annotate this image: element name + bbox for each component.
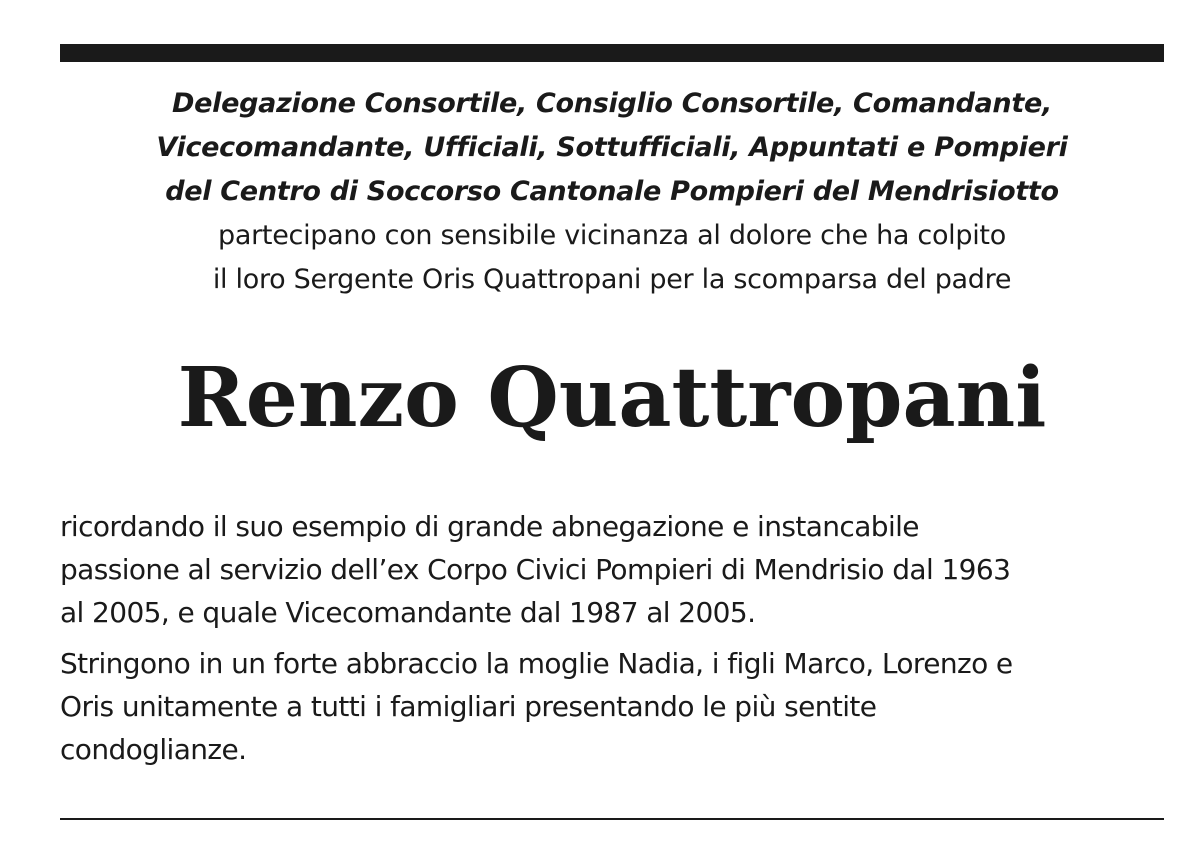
deceased-name: Renzo Quattropani: [177, 350, 1047, 446]
family-condolences-paragraph: [60, 642, 1164, 771]
organization-line: del Centro di Soccorso Cantonale Pompieri del Mendrisiotto: [165, 176, 1059, 207]
organization-line: Vicecomandante, Ufficiali, Sottufficiali, Appuntati e Pompieri: [156, 132, 1068, 163]
bottom-divider: [60, 818, 1164, 820]
body-line: passione al servizio dell’ex Corpo Civici Pompieri di Mendrisio dal 1963: [60, 553, 1011, 586]
notice-header: [60, 82, 1164, 302]
notice-body: [60, 505, 1164, 779]
condolence-message-line: il loro Sergente Oris Quattropani per la scomparsa del padre: [212, 264, 1012, 295]
body-line: ricordando il suo esempio di grande abnegazione e instancabile: [60, 510, 919, 543]
body-line: al 2005, e quale Vicecomandante dal 1987 al 2005.: [60, 596, 756, 629]
body-line: condoglianze.: [60, 733, 247, 766]
remembrance-paragraph: [60, 505, 1164, 634]
condolence-message-line: partecipano con sensibile vicinanza al dolore che ha colpito: [218, 220, 1006, 251]
top-divider: [60, 44, 1164, 62]
body-line: Stringono in un forte abbraccio la moglie Nadia, i figli Marco, Lorenzo e: [60, 647, 1013, 680]
organization-line: Delegazione Consortile, Consiglio Consortile, Comandante,: [172, 88, 1052, 119]
body-line: Oris unitamente a tutti i famigliari presentando le più sentite: [60, 690, 877, 723]
